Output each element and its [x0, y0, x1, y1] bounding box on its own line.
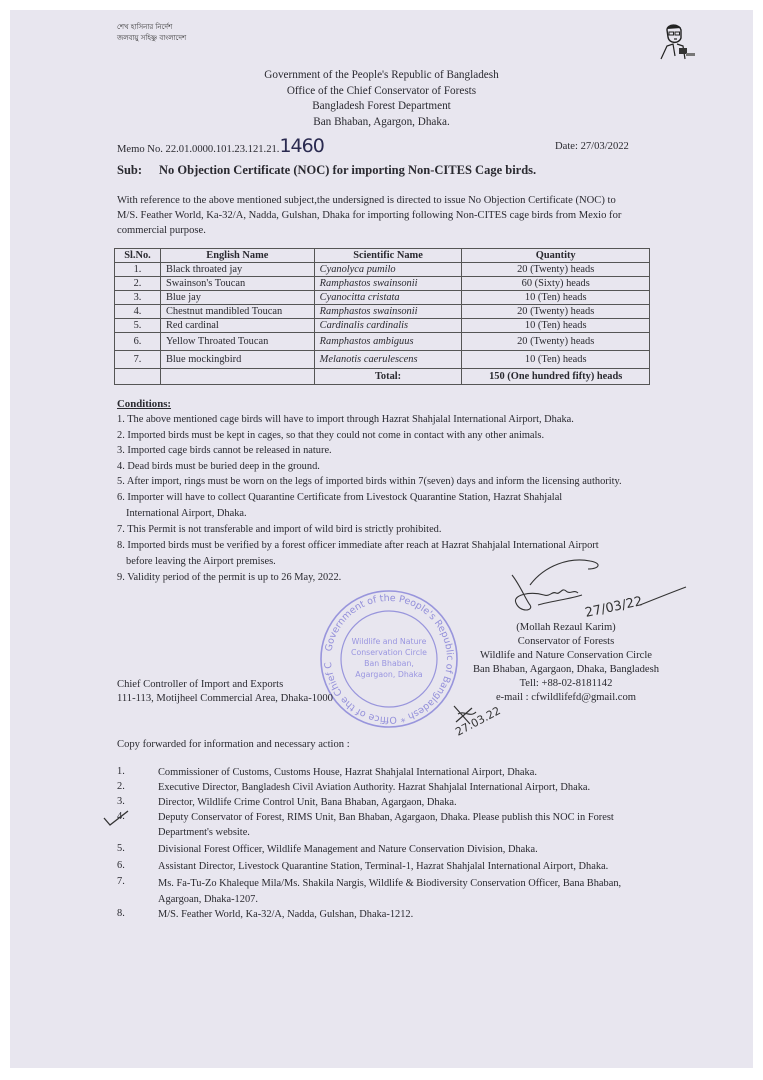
cell-empty: [160, 369, 314, 385]
condition-item: 3. Imported cage birds cannot be released in nature.: [117, 445, 332, 456]
cell-scientific-name: Ramphastos ambiguus: [314, 333, 462, 351]
copy-item-text: Deputy Conservator of Forest, RIMS Unit, Ban Bhaban, Agargaon, Dhaka. Please publish this NOC in Forest: [158, 812, 614, 823]
signatory-name: (Mollah Rezaul Karim): [516, 622, 616, 633]
copy-item: [158, 781, 708, 796]
copy-item: [158, 860, 708, 875]
table-row: [115, 305, 650, 319]
copy-item: [158, 908, 708, 923]
recipient-line-2: 111-113, Motijheel Commercial Area, Dhaka-1000: [117, 693, 333, 704]
copy-item: [158, 843, 708, 858]
cell-quantity: 10 (Ten) heads: [462, 291, 650, 305]
condition-item-continued: International Airport, Dhaka.: [126, 507, 247, 519]
copy-item-number: 4.: [117, 811, 125, 822]
copy-item: [158, 766, 708, 781]
copy-item-text: M/S. Feather World, Ka-32/A, Nadda, Gulshan, Dhaka-1212.: [158, 909, 414, 920]
cell-sl: 3.: [115, 291, 161, 305]
table-row: [115, 333, 650, 351]
seal-inner-line-1: Wildlife and Nature: [351, 637, 427, 646]
letterhead-government: Government of the People's Republic of Bangladesh: [264, 69, 499, 81]
handwritten-signature: [490, 555, 690, 625]
copy-item: [158, 876, 708, 907]
copy-item-number: 7.: [117, 876, 125, 887]
cell-scientific-name: Cardinalis cardinalis: [314, 319, 462, 333]
signatory-address: Ban Bhaban, Agargaon, Dhaka, Bangladesh: [472, 664, 660, 675]
cell-english-name: Chestnut mandibled Toucan: [160, 305, 314, 319]
memo-prefix: Memo No. 22.01.0000.101.23.121.21.: [117, 144, 280, 155]
initial-mark: [450, 700, 520, 740]
cell-quantity: 20 (Twenty) heads: [462, 305, 650, 319]
body-line-3: commercial purpose.: [117, 225, 206, 236]
cell-quantity: 10 (Ten) heads: [462, 319, 650, 333]
memo-handwritten-number: 1460: [279, 135, 324, 157]
table-header-row: [115, 249, 650, 263]
cell-sl: 5.: [115, 319, 161, 333]
total-value: 150 (One hundred fifty) heads: [462, 369, 650, 385]
memo-date: Date: 27/03/2022: [555, 141, 629, 152]
cell-english-name: Blue jay: [160, 291, 314, 305]
letterhead-department: Bangladesh Forest Department: [312, 100, 451, 112]
copy-item-text-continued: Agargoan, Dhaka-1207.: [158, 893, 258, 905]
table-total-row: [115, 369, 650, 385]
signatory-title: Conservator of Forests: [517, 636, 615, 647]
condition-item: 5. After import, rings must be worn on the legs of imported birds within 7(seven) days and inform the licensing authority.: [117, 476, 622, 487]
cell-english-name: Swainson's Toucan: [160, 277, 314, 291]
cell-english-name: Black throated jay: [160, 263, 314, 277]
copy-item-text-continued: Department's website.: [158, 826, 250, 838]
table-row: [115, 291, 650, 305]
copy-forwarded-intro: Copy forwarded for information and necessary action :: [117, 739, 350, 750]
copy-item-number: 8.: [117, 908, 125, 919]
header-quantity: Quantity: [462, 249, 650, 263]
birds-table: [114, 248, 650, 385]
total-label: Total:: [314, 369, 462, 385]
slogan-bengali-2: জলবায়ু সহিষ্ণু বাংলাদেশ: [117, 34, 187, 42]
cell-english-name: Yellow Throated Toucan: [160, 333, 314, 351]
table-row: [115, 277, 650, 291]
copy-item-number: 2.: [117, 781, 125, 792]
condition-item: 8. Imported birds must be verified by a forest officer immediate after reach at Hazrat Shahjalal International Airport: [117, 540, 599, 551]
copy-item-number: 3.: [117, 796, 125, 807]
cell-scientific-name: Cyanocitta cristata: [314, 291, 462, 305]
checkmark-icon: [102, 808, 130, 828]
body-line-2: M/S. Feather World, Ka-32/A, Nadda, Gulshan, Dhaka for importing following Non-CITES cage birds from Mexio for: [117, 210, 622, 221]
header-scientific-name: Scientific Name: [314, 249, 462, 263]
cell-scientific-name: Cyanolyca pumilo: [314, 263, 462, 277]
condition-item-continued: before leaving the Airport premises.: [126, 555, 276, 567]
memo-number: [117, 135, 324, 157]
copy-item-text: Commissioner of Customs, Customs House, Hazrat Shahjalal International Airport, Dhaka.: [158, 767, 537, 778]
cell-english-name: Red cardinal: [160, 319, 314, 333]
cell-empty: [115, 369, 161, 385]
signatory-block: [440, 621, 692, 705]
header-english-name: English Name: [160, 249, 314, 263]
letterhead-office: Office of the Chief Conservator of Forests: [286, 84, 477, 97]
signatory-tel: Tell: +88-02-8181142: [519, 678, 613, 689]
seal-inner-line-4: Agargaon, Dhaka: [355, 670, 423, 679]
condition-item: 1. The above mentioned cage birds will have to import through Hazrat Shahjalal International Airport, Dhaka.: [117, 414, 574, 425]
condition-item: 6. Importer will have to collect Quarantine Certificate from Livestock Quarantine Station, Hazrat Shahjalal: [117, 492, 563, 503]
condition-item: 4. Dead birds must be buried deep in the ground.: [117, 460, 320, 472]
copy-item-number: 5.: [117, 843, 125, 854]
copy-item-number: 6.: [117, 860, 125, 871]
seal-outer-text: Government of the People's Republic of Bangladesh * Office of the Chief C: [323, 592, 456, 726]
portrait-logo-icon: [655, 22, 697, 60]
cell-quantity: 20 (Twenty) heads: [462, 333, 650, 351]
cell-quantity: 10 (Ten) heads: [462, 351, 650, 369]
letterhead-address: Ban Bhaban, Agargon, Dhaka.: [313, 115, 450, 128]
seal-inner-line-2: Conservation Circle: [351, 648, 427, 657]
copy-item: [158, 796, 708, 811]
copy-item-text: Divisional Forest Officer, Wildlife Management and Nature Conservation Division, Dhaka.: [158, 844, 538, 855]
condition-item: 9. Validity period of the permit is up to 26 May, 2022.: [117, 572, 342, 583]
table-row: [115, 319, 650, 333]
subject-label: Sub:: [117, 163, 143, 177]
cell-sl: 2.: [115, 277, 161, 291]
condition-item: 2. Imported birds must be kept in cages, so that they could not come in contact with any other animals.: [117, 429, 545, 441]
copy-item-number: 1.: [117, 766, 125, 777]
signature-date: 27/03/22: [583, 594, 644, 621]
body-line-1: With reference to the above mentioned subject,the undersigned is directed to issue No Objection Certificate (NOC) to: [117, 195, 616, 206]
cell-sl: 4.: [115, 305, 161, 319]
signatory-office: Wildlife and Nature Conservation Circle: [480, 650, 652, 661]
copy-item-text: Assistant Director, Livestock Quarantine Station, Terminal-1, Hazrat Shahjalal International Airport, Dhaka.: [158, 861, 609, 872]
cell-scientific-name: Ramphastos swainsonii: [314, 277, 462, 291]
cell-sl: 1.: [115, 263, 161, 277]
initial-date: 27.03.22: [453, 704, 503, 739]
copy-item-text: Ms. Fa-Tu-Zo Khaleque Mila/Ms. Shakila Nargis, Wildlife & Biodiversity Conservation Officer, Bana Bhaban,: [158, 878, 622, 889]
cell-sl: 6.: [115, 333, 161, 351]
conditions-title: Conditions:: [117, 398, 172, 410]
slogan-bengali-1: শেখ হাসিনার নির্দেশ: [117, 23, 173, 31]
table-row: [115, 351, 650, 369]
condition-item: 7. This Permit is not transferable and import of wild bird is strictly prohibited.: [117, 524, 442, 535]
official-seal-stamp: [318, 588, 460, 730]
seal-inner-line-3: Ban Bhaban,: [364, 659, 414, 668]
cell-english-name: Blue mockingbird: [160, 351, 314, 369]
copy-item-text: Director, Wildlife Crime Control Unit, Bana Bhaban, Agargaon, Dhaka.: [158, 797, 457, 808]
header-sl-no: Sl.No.: [115, 249, 161, 263]
subject-text: No Objection Certificate (NOC) for importing Non-CITES Cage birds.: [159, 163, 537, 177]
copy-item: [158, 811, 708, 840]
copy-item-text: Executive Director, Bangladesh Civil Aviation Authority. Hazrat Shahjalal International Airport, Dhaka.: [158, 782, 591, 793]
recipient-line-1: Chief Controller of Import and Exports: [117, 679, 284, 690]
cell-scientific-name: Melanotis caerulescens: [314, 351, 462, 369]
signatory-email: e-mail : cfwildlifefd@gmail.com: [495, 692, 637, 703]
cell-sl: 7.: [115, 351, 161, 369]
cell-scientific-name: Ramphastos swainsonii: [314, 305, 462, 319]
cell-quantity: 60 (Sixty) heads: [462, 277, 650, 291]
table-row: [115, 263, 650, 277]
cell-quantity: 20 (Twenty) heads: [462, 263, 650, 277]
